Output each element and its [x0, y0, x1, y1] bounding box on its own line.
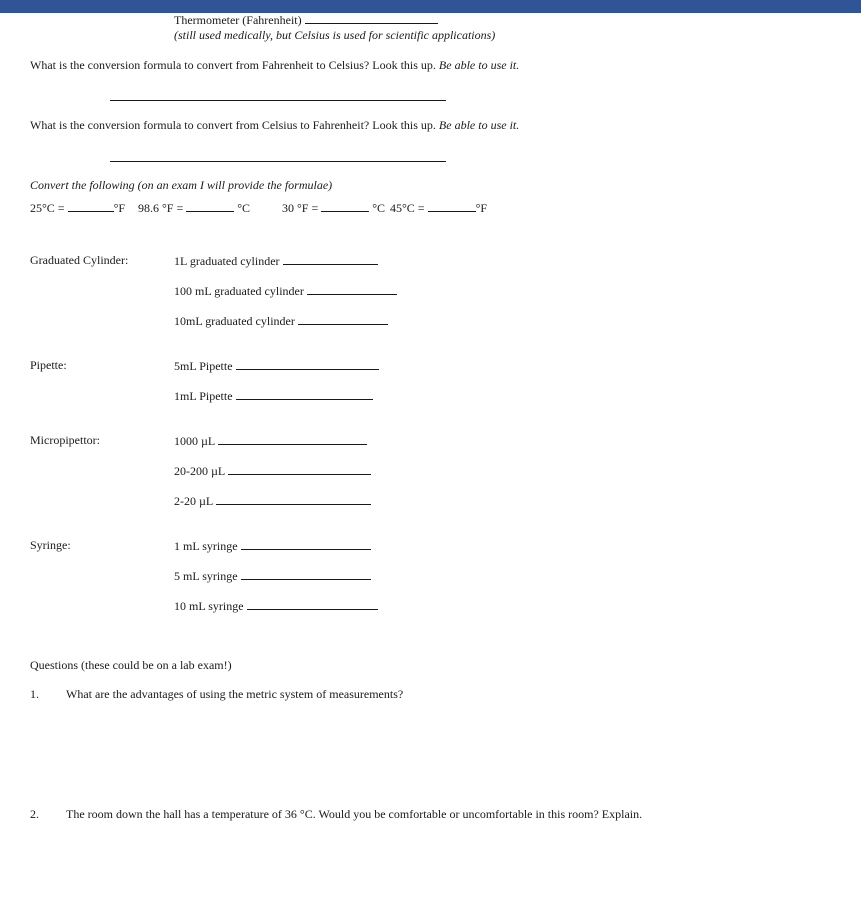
- category-label: Pipette:: [30, 358, 67, 372]
- equipment-item-label: 10 mL syringe: [174, 599, 244, 613]
- equipment-item-label: 1L graduated cylinder: [174, 254, 280, 268]
- thermometer-label: Thermometer (Fahrenheit): [174, 13, 302, 27]
- convert-unit: °C: [372, 201, 386, 215]
- question-number: 2.: [30, 807, 39, 821]
- convert-unit: °F: [113, 201, 126, 215]
- answer-blank[interactable]: [228, 463, 371, 475]
- convert-item: [390, 200, 487, 215]
- equipment-item-label: 10mL graduated cylinder: [174, 314, 295, 328]
- answer-blank[interactable]: [241, 568, 371, 580]
- answer-blank[interactable]: [186, 200, 234, 212]
- equipment-item-label: 1mL Pipette: [174, 389, 233, 403]
- formula-answer-line[interactable]: [110, 161, 446, 162]
- convert-given: 98.6 °F =: [138, 201, 184, 215]
- answer-blank[interactable]: [305, 12, 438, 24]
- convert-given: 45°C =: [390, 201, 425, 215]
- equipment-item-label: 1000 µL: [174, 434, 215, 448]
- category-label: Micropipettor:: [30, 433, 100, 447]
- equipment-item: [174, 388, 373, 403]
- answer-blank[interactable]: [68, 200, 114, 212]
- questions-heading: Questions (these could be on a lab exam!): [30, 658, 232, 672]
- answer-blank[interactable]: [307, 283, 397, 295]
- equipment-item: [174, 463, 371, 478]
- answer-blank[interactable]: [236, 358, 379, 370]
- question-text: What are the advantages of using the metric system of measurements?: [66, 687, 404, 701]
- answer-blank[interactable]: [218, 433, 367, 445]
- convert-unit: °F: [475, 201, 488, 215]
- question-number: 1.: [30, 687, 39, 701]
- category-label: Graduated Cylinder:: [30, 253, 129, 267]
- question-text: What is the conversion formula to convert from Celsius to Fahrenheit? Look this up.: [30, 118, 439, 132]
- equipment-item-label: 2-20 µL: [174, 494, 213, 508]
- convert-given: 25°C =: [30, 201, 65, 215]
- question-text: What is the conversion formula to convert from Fahrenheit to Celsius? Look this up.: [30, 58, 439, 72]
- answer-blank[interactable]: [298, 313, 388, 325]
- convert-given: 30 °F =: [282, 201, 319, 215]
- equipment-item: [174, 283, 397, 298]
- answer-blank[interactable]: [241, 538, 371, 550]
- answer-blank[interactable]: [216, 493, 371, 505]
- question-text: The room down the hall has a temperature of 36 °C. Would you be comfortable or uncomfortable in this room? Explain.: [66, 807, 643, 821]
- equipment-item: [174, 253, 378, 268]
- equipment-item: [174, 493, 371, 508]
- convert-item: [30, 200, 125, 215]
- equipment-item: [174, 598, 378, 613]
- answer-blank[interactable]: [236, 388, 373, 400]
- conversion-question-c-to-f: [30, 118, 519, 132]
- answer-blank[interactable]: [321, 200, 369, 212]
- convert-intro: Convert the following (on an exam I will provide the formulae): [30, 178, 333, 192]
- question-emphasis: Be able to use it.: [438, 118, 520, 132]
- equipment-item: [174, 313, 388, 328]
- answer-blank[interactable]: [428, 200, 476, 212]
- question-emphasis: Be able to use it.: [438, 58, 520, 72]
- equipment-item: [174, 433, 367, 448]
- equipment-item: [174, 358, 379, 373]
- equipment-item-label: 1 mL syringe: [174, 539, 238, 553]
- thermometer-note: (still used medically, but Celsius is used for scientific applications): [174, 28, 496, 42]
- thermometer-line: [174, 12, 438, 27]
- answer-blank[interactable]: [247, 598, 378, 610]
- convert-item: [282, 200, 385, 215]
- equipment-item-label: 5mL Pipette: [174, 359, 233, 373]
- equipment-item-label: 5 mL syringe: [174, 569, 238, 583]
- convert-unit: °C: [237, 201, 251, 215]
- conversion-question-f-to-c: [30, 58, 519, 72]
- equipment-item-label: 100 mL graduated cylinder: [174, 284, 304, 298]
- equipment-item-label: 20-200 µL: [174, 464, 225, 478]
- convert-item: [138, 200, 250, 215]
- equipment-item: [174, 568, 371, 583]
- category-label: Syringe:: [30, 538, 71, 552]
- answer-blank[interactable]: [283, 253, 378, 265]
- equipment-item: [174, 538, 371, 553]
- formula-answer-line[interactable]: [110, 100, 446, 101]
